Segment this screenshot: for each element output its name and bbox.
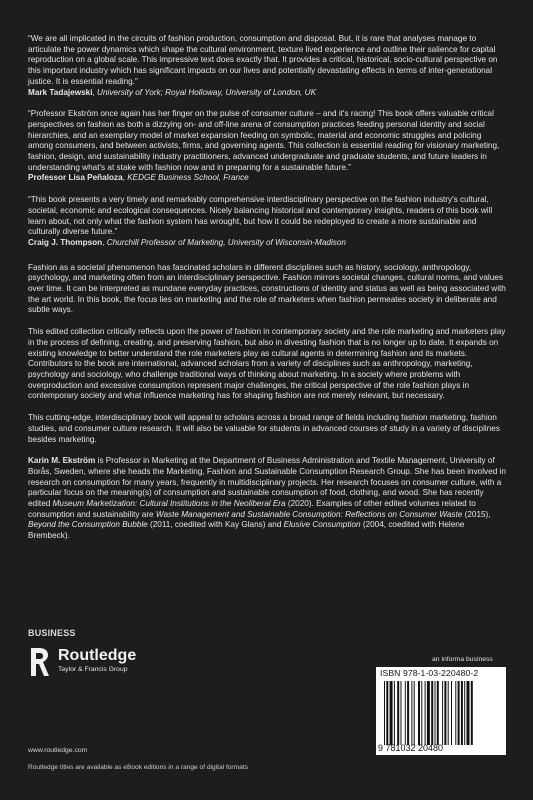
endorser-name: Professor Lisa Peñaloza [28, 173, 123, 183]
endorsement-quote [28, 34, 506, 98]
isbn-label: ISBN 978-1-03-220480-2 [380, 668, 479, 678]
endorser-name: Craig J. Thompson [28, 237, 103, 247]
book-title: Waste Management and Sustainable Consumption: Reflections on Consumer Waste [155, 509, 463, 519]
ebook-note: Routledge titles are available as eBook editions in a range of digital formats [28, 764, 248, 771]
editor-name: Karin M. Ekström [28, 456, 96, 466]
routledge-logo [28, 646, 188, 688]
isbn-digits: 9 781032 20480 [378, 743, 444, 753]
endorser-name: Mark Tadajewski [28, 87, 93, 97]
quote-text: “We are all implicated in the circuits of fashion production, consumption and disposal. But, it is rare that analyses manage to articulate the power dynamics which shape the cultural environment, texture lived experience and outline their salience for capital reproduction on a global scale. This impressive text does exactly that. It provides a critical, historical, socio-cultural perspective on this important industry which has significant impacts on our lives and potentially devastating effects in terms of inter-generational justice. It is essential reading.” [28, 34, 498, 86]
description-paragraph: This cutting-edge, interdisciplinary book will appeal to scholars across a broad range of fields including fashion marketing, fashion studies, and consumer culture research. It will also be valuable for students in advanced courses of study in a variety of disciplines besides marketing. [28, 413, 500, 444]
routledge-r-icon [28, 646, 50, 678]
quote-text: “Professor Ekström once again has her finger on the pulse of consumer culture – and it's racing! This book offers valuable critical perspectives on fashion as both a dizzying on- and off-line arena of consumption practices feeding personal identity and social hierarchies, and an exemplary model of market expansion feeding on symbolic, material and economic struggles and policing among consumers, and between activists, firms, and governing agents. This collection is essential reading for visionary marketing, fashion, design, and sustainability industry practitioners, advanced undergraduate and graduate students, and future leaders in understanding what's at stake with fashion now and in preparing for a sustainable future.” [28, 109, 500, 172]
book-title: Beyond the Consumption Bubble [28, 520, 148, 530]
back-cover-text [28, 34, 506, 553]
editor-bio: Karin M. Ekström is Professor in Marketing at the Department of Business Administration and Textile Management, University of Borås, Sweden, where she heads the Marketing, Fashion and Sustainable Consumption Research Group. She has been involved in research on consumption for many years, frequently in multidisciplinary projects. Her research focuses on consumer culture, with a particular focus on the meaning(s) of consumption and sustainable consumption of food, clothing, and wood. She has recently edited Museum Marketization: Cultural Institutions in the Neoliberal Era (2020). Examples of other edited volumes related to consumption and sustainability are Waste Management and Sustainable Consumption: Reflections on Consumer Waste (2015), Beyond the Consumption Bubble (2011, coedited with Kay Glans) and Elusive Consumption (2004, coedited with Helene Brembeck). [28, 456, 506, 541]
subject-category: BUSINESS [28, 628, 76, 638]
endorser-affiliation: Churchill Professor of Marketing, University of Wisconsin-Madison [106, 237, 346, 247]
book-title: Museum Marketization: Cultural Institutions in the Neoliberal Era [52, 499, 286, 509]
isbn-barcode-box [376, 667, 506, 755]
quote-attribution: Professor Lisa Peñaloza, KEDGE Business School, France [28, 173, 249, 183]
endorsement-quote [28, 195, 506, 249]
endorser-affiliation: KEDGE Business School, France [127, 173, 249, 183]
book-description [28, 263, 506, 542]
quote-text: “This book presents a very timely and remarkably comprehensive interdisciplinary perspective on the fashion industry's cultural, societal, economic and ecological consequences. Nicely balancing historical and contemporary insights, readers of this book will learn about, not only what the fashion system has wrought, but how it could be redeployed to create a more sustainable and culturally diverse future.” [28, 195, 493, 237]
publisher-website: www.routledge.com [28, 747, 88, 754]
endorsement-quote [28, 109, 506, 184]
quote-attribution: Craig J. Thompson, Churchill Professor of Marketing, University of Wisconsin-Madison [28, 237, 346, 247]
endorser-affiliation: University of York; Royal Holloway, University of London, UK [97, 87, 317, 97]
publisher-group: Taylor & Francis Group [58, 666, 128, 673]
barcode-icon [384, 681, 498, 745]
book-title: Elusive Consumption [283, 520, 361, 530]
publisher-name: Routledge [58, 647, 137, 664]
description-paragraph: This edited collection critically reflects upon the power of fashion in contemporary society and the role marketing and marketers play in the process of defining, creating, and preserving fashion, but also in divesting fashion that is no longer up to date. It expands on existing knowledge to better understand the role marketers play as cultural agents in determining fashion and its markets. Contributors to the book are international, advanced scholars from a variety of disciplines such as anthropology, marketing, psychology and sociology, who challenge traditional ways of thinking about marketing. In a society where problems with overproduction and excessive consumption represent major challenges, the critical perspective of the role fashion plays in contemporary society and what influence marketing has for shaping fashion are not merely relevant, but necessary. [28, 327, 506, 401]
description-paragraph: Fashion as a societal phenomenon has fascinated scholars in different disciplines such as history, sociology, anthropology, psychology, and marketing often from an interdisciplinary perspective. Fashion mirrors societal changes, cultural norms, and values over time. It can be interpreted as mundane everyday practices, constructions of identity and status as well as being associated with the art world. In this book, the focus lies on marketing and the role of marketers when fashion permeates society in deliberate and subtle ways. [28, 262, 506, 315]
informa-tagline: an informa business [432, 656, 493, 663]
quote-attribution: Mark Tadajewski, University of York; Royal Holloway, University of London, UK [28, 87, 317, 97]
